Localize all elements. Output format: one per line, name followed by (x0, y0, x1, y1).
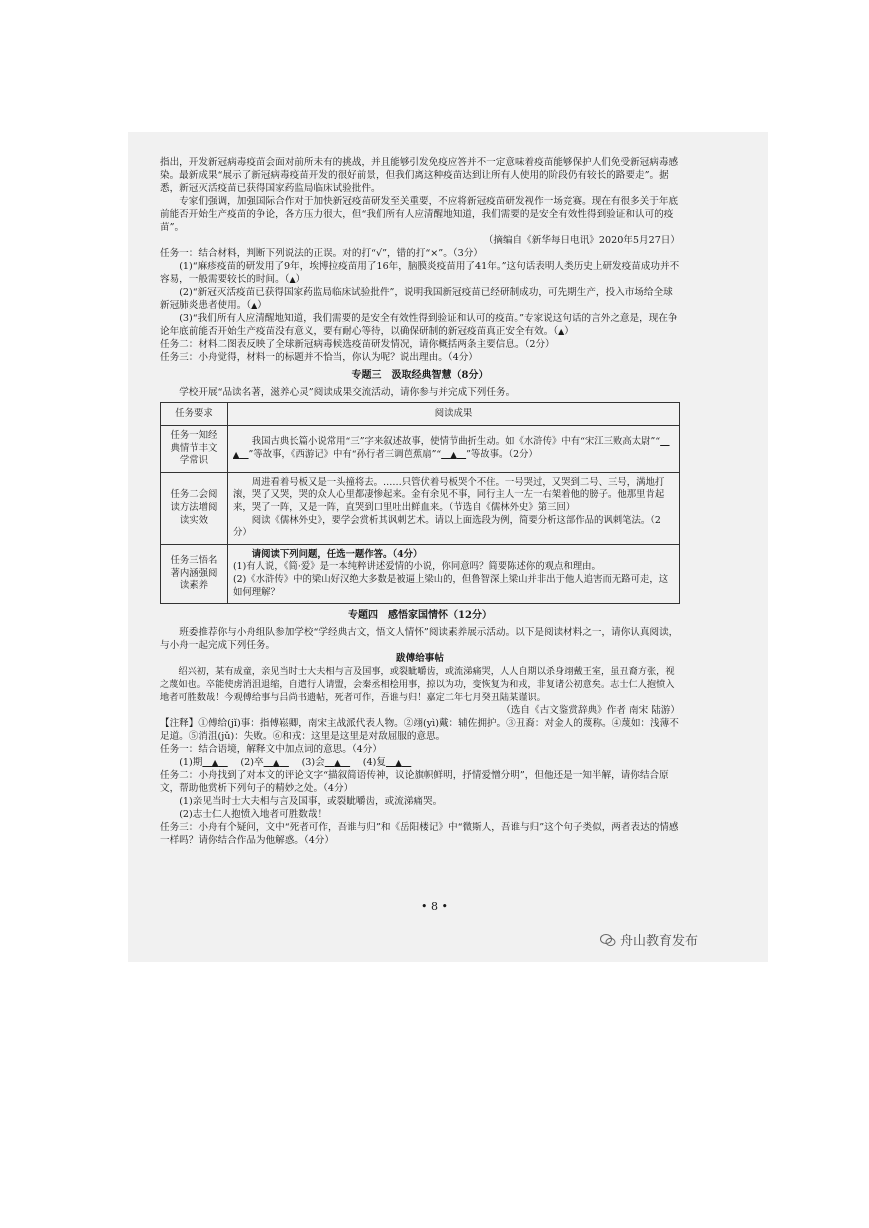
watermark (600, 930, 698, 949)
row-1-task: 任务一知经典情节丰文学常识 (161, 426, 228, 473)
poem-body: 绍兴初，某有成童，亲见当时士大夫相与言及国事，或裂眦嚼齿，或流涕痛哭，人人自期以杀身翊戴王室，虽丑裔方张，视之蔑如也。卒能使虏消沮退缩，自遣行人请盟，会秦丞相桧用事，掠以为功，变恢复为和戎，非复诸公初意矣。志士仁人抱愤入地者可胜数哉！今观傅给事与吕尚书遗帖，死者可作，吾谁与归！嘉定二年七月癸丑陆某谨识。 (160, 666, 675, 704)
task-1-item-3: (3)“我们所有人应清醒地知道，我们需要的是安全有效性得到验证和认可的疫苗。”专家说这句话的言外之意是，现在争论年底前能否开始生产疫苗没有意义，要有耐心等待，以确保研制的新冠疫苗真正安全有效。（▲） (160, 313, 678, 337)
table-row (161, 544, 680, 603)
source-citation-2: （选自《古文鉴赏辞典》作者 南宋 陆游） (501, 705, 680, 717)
question-1: (1)亲见当时士大夫相与言及国事，或裂眦嚼齿，或流涕痛哭。 (179, 796, 443, 808)
wechat-icon (600, 933, 616, 947)
intro-paragraph-2: 专家们强调，加强国际合作对于加快新冠疫苗研发至关重要，不应将新冠疫苗研发视作一场竞赛。现在有很多关于年底前能否开始生产疫苗的争论，各方压力很大，但“我们所有人应清醒地知道，我们需要的是安全有效性得到验证和认可的疫苗”。 (160, 196, 679, 233)
task-4-3-heading: 任务三：小舟有个疑问，文中“死者可作，吾谁与归”和《岳阳楼记》中“微斯人，吾谁与归”这个句子类似，两者表达的情感一样吗？请你结合作品为他解惑。（4分） (160, 822, 679, 847)
source-citation-1: （摘编自《新华每日电讯》2020年5月27日） (483, 235, 680, 246)
task-1-heading: 任务一：结合材料，判断下列说法的正误。对的打“√”，错的打“×”。（3分） (160, 248, 483, 259)
reading-task-table (160, 402, 680, 604)
task-1-item-2: (2)“新冠灭活疫苗已获得国家药监局临床试验批件”，说明我国新冠疫苗已经研制成功，可先期生产，投入市场给全球新冠肺炎患者使用。（▲） (160, 287, 673, 311)
task-1-item-1: (1)“麻疹疫苗的研发用了9年，埃博拉疫苗用了16年，脑膜炎疫苗用了41年。”这句话表明人类历史上研发疫苗成功并不容易，一般需要较长的时间。（▲） (160, 261, 680, 285)
word-list: (1)期 ▲ (2)卒 ▲ (3)会 ▲ (4)复 ▲ (179, 757, 402, 769)
watermark-text: 舟山教育发布 (620, 934, 699, 949)
task-4-1-heading: 任务一：结合语境，解释文中加点词的意思。（4分） (160, 744, 382, 756)
section-4-title: 专题四 感悟家国情怀（12分） (348, 610, 492, 622)
table-header-row (161, 403, 680, 426)
table-header-result: 阅读成果 (228, 403, 680, 426)
table-row (161, 472, 680, 544)
table-row (161, 426, 680, 473)
task-3-heading: 任务三：小舟觉得，材料一的标题并不恰当，你认为呢？说出理由。（4分） (160, 352, 478, 363)
section-3-intro: 学校开展“品读名著，滋养心灵”阅读成果交流活动，请你参与并完成下列任务。 (179, 387, 516, 398)
intro-paragraph-1: 指出，开发新冠病毒疫苗会面对前所未有的挑战，并且能够引发免疫应答并不一定意味着疫苗能够保护人们免受新冠病毒感染。最新成果“展示了新冠病毒疫苗开发的很好前景，但我们离这种疫苗达到让所有人使用的阶段仍有较长的路要走”。据悉，新冠灭活疫苗已获得国家药监局临床试验批件。 (160, 157, 679, 194)
section-3-title: 专题三 汲取经典智慧（8分） (351, 370, 489, 381)
poem-title: 跋傅给事帖 (396, 653, 444, 665)
document-body (160, 156, 680, 847)
page-number: • 8 • (421, 900, 448, 913)
notes: 【注释】①傅给(jǐ)事：指傅崧卿，南宋主战派代表人物。②翊(yì)戴：辅佐拥护。③丑裔：对金人的蔑称。④蔑如：浅薄不足道。⑤消沮(jǔ)：失败。⑥和戎：这里是这里是对敌屈服的意思。 (160, 718, 679, 743)
task-4-2-heading: 任务二：小舟找到了对本文的评论文字“描叙简语传神，议论旗帜鲜明，抒情爱憎分明”，但他还是一知半解，请你结合原文，帮助他赏析下列句子的精妙之处。（4分） (160, 770, 669, 795)
row-3-content: 请阅读下列问题，任选一题作答。（4分） (1)有人说，《简·爱》是一本纯粹讲述爱情的小说，你同意吗？简要陈述你的观点和理由。 (2)《水浒传》中的梁山好汉绝大多数是被逼上梁山的，但鲁智深上梁山并非出于他人追害而无路可走，这如何理解？ (228, 544, 680, 603)
task-2-heading: 任务二：材料二图表反映了全球新冠病毒候选疫苗研发情况，请你概括两条主要信息。（2分） (160, 339, 555, 350)
question-2: (2)志士仁人抱愤入地者可胜数哉！ (179, 809, 328, 821)
section-4-intro: 班委推荐你与小舟组队参加学校“学经典古文，悟文人情怀”阅读素养展示活动。以下是阅读材料之一，请你认真阅读，与小舟一起完成下列任务。 (160, 627, 679, 652)
row-3-task: 任务三悟名著内涵强阅读素养 (161, 544, 228, 603)
table-header-task: 任务要求 (161, 403, 228, 426)
row-1-content: 我国古典长篇小说常用“三”字来叙述故事，使情节曲折生动。如《水浒传》中有“宋江三败高太尉”“ ▲ ”等故事，《西游记》中有“孙行者三调芭蕉扇”“ ▲ ”等故事。（2分） (228, 426, 680, 473)
row-2-task: 任务二会阅读方法增阅读实效 (161, 472, 228, 544)
row-2-content: 周进看着号板又是一头撞将去。……只管伏着号板哭个不住。一号哭过，又哭到二号、三号，满地打滚，哭了又哭，哭的众人心里都凄惨起来。金有余见不事，同行主人一左一右架着他的膀子。他那里肯起来，哭了一阵，又是一阵，直哭到口里吐出鲜血来。（节选自《儒林外史》第三回） 阅读《儒林外史》，要学会赏析其讽刺艺术。请以上面选段为例，简要分析这部作品的讽刺笔法。（2分） (228, 472, 680, 544)
